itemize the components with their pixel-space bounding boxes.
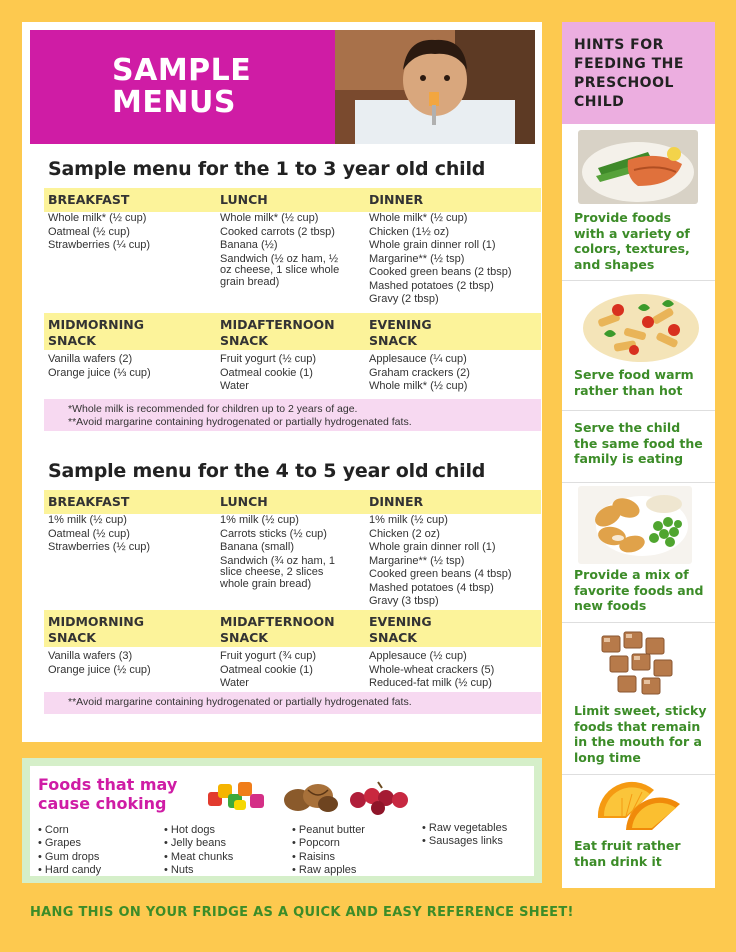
menu2-dinner-list [369,514,529,609]
tip-line: favorite foods and [574,582,704,598]
menu2-evening-list [369,650,534,691]
orange-slices-icon [592,778,684,836]
header-line: EVENING [369,317,432,332]
title-line: HINTS FOR [574,37,664,53]
divider [562,280,715,281]
tip-line: Serve food warm [574,367,694,382]
menu1-lunch-list [220,212,352,288]
list-item: Whole milk* (½ cup) [48,212,147,224]
chicken-nuggets-icon [578,486,692,564]
header-line: SNACK [220,333,268,348]
list-item: Water [220,677,249,689]
footnote: **Avoid margarine containing hydrogenated or partially hydrogenated fats. [68,696,412,708]
list-item: Strawberries (¼ cup) [48,239,151,251]
menu1-midafternoon-list [220,353,360,394]
banner [30,30,535,144]
divider [562,482,715,483]
menu1-midmorning-list [48,353,208,380]
list-item: Whole grain dinner roll (1) [369,541,496,553]
tip-3-text [574,420,714,467]
list-item: • Raisins [292,851,365,864]
banner-title [30,30,335,144]
list-item: • Raw vegetables [422,822,507,835]
list-item: Cooked carrots (2 tbsp) [220,225,335,238]
list-item: Applesauce (½ cup) [369,650,467,662]
tip-1-text [574,210,714,272]
menu2-midafternoon-list [220,650,360,691]
header-line: SNACK [220,630,268,645]
header-line: SNACK [48,630,96,645]
choking-list-4 [422,822,507,849]
tip-line: Eat fruit rather [574,838,681,853]
tip-2-text [574,367,714,398]
list-item: 1% milk (½ cup) [48,514,127,526]
grapes-icon [348,778,412,821]
header-line: MIDAFTERNOON [220,614,335,629]
list-item: Carrots sticks (½ cup) [220,527,327,540]
list-item: • Hot dogs [164,824,233,837]
header-line: SNACK [369,333,417,348]
menu2-midmorning-list [48,650,208,677]
list-item: Whole grain dinner roll (1) [369,239,496,251]
list-item: • Hard candy [38,864,101,877]
list-item: Gravy (2 tbsp) [369,293,439,305]
header-line: SNACK [369,630,417,645]
list-item: Applesauce (¼ cup) [369,353,467,365]
tip-line: in the mouth for a [574,734,702,749]
gummy-candy-icon [206,778,270,819]
menu2-lunch-header: LUNCH [220,494,268,509]
choking-list-1 [38,824,101,877]
footnote: **Avoid margarine containing hydrogenated or partially hydrogenated fats. [68,416,412,428]
menu2-lunch-list [220,514,352,590]
menu2-heading: Sample menu for the 4 to 5 year old child [48,460,486,482]
list-item: Gravy (3 tbsp) [369,595,439,607]
pasta-salad-icon [578,286,704,366]
salmon-plate-icon [578,130,698,204]
list-item: Mashed potatoes (4 tbsp) [369,581,494,594]
tip-6-text [574,838,714,869]
title-line: PRESCHOOL [574,75,674,91]
choking-list-3 [292,824,365,877]
sidebar-title [562,22,715,124]
title-line: FEEDING THE [574,56,684,72]
list-item: • Gum drops [38,851,101,864]
list-item: Fruit yogurt (½ cup) [220,353,316,365]
list-item: • Corn [38,824,101,837]
list-item: • Jelly beans [164,837,233,850]
header-line: MIDMORNING [48,614,144,629]
list-item: Sandwich (¾ oz ham, 1 slice cheese, 2 slices whole grain bread) [220,554,335,590]
header-line: MIDAFTERNOON [220,317,335,332]
tip-line: Provide a mix of [574,567,689,582]
divider [562,410,715,411]
menu2-notes [44,692,541,714]
child-eating-photo [335,30,535,144]
tip-line: Provide foods [574,210,672,225]
choking-hazards-box [22,758,542,883]
list-item: Whole milk* (½ cup) [220,212,319,224]
list-item: Margarine** (½ tsp) [369,554,465,567]
menu1-breakfast-header: BREAKFAST [48,192,130,207]
tip-line: foods that remain [574,718,701,734]
list-item: Vanilla wafers (3) [48,650,133,662]
choking-list-2 [164,824,233,877]
list-item: • Popcorn [292,837,365,850]
list-item: Orange juice (½ cup) [48,663,151,676]
list-item: Vanilla wafers (2) [48,353,133,365]
header-line: SNACK [48,333,96,348]
tip-5-text [574,703,714,765]
footer-banner: HANG THIS ON YOUR FRIDGE AS A QUICK AND EASY REFERENCE SHEET! [30,905,574,920]
list-item: Whole-wheat crackers (5) [369,663,495,676]
list-item: Oatmeal (½ cup) [48,527,130,540]
list-item: Sandwich (½ oz ham, ½ oz cheese, 1 slice whole grain bread) [220,252,340,288]
list-item: Margarine** (½ tsp) [369,252,465,265]
list-item: Oatmeal cookie (1) [220,366,313,379]
menu2-breakfast-header: BREAKFAST [48,494,130,509]
header-line: EVENING [369,614,432,629]
choking-title [38,775,177,813]
menu1-dinner-list [369,212,529,307]
tip-line: than drink it [574,853,662,869]
choking-hazards-inner [30,766,534,876]
tip-line: the same food the [574,435,703,451]
menu2-breakfast-list [48,514,208,555]
menu1-evening-header [369,317,432,349]
hints-sidebar [562,22,715,888]
menu1-heading: Sample menu for the 1 to 3 year old child [48,158,486,180]
list-item: Graham crackers (2) [369,366,470,379]
list-item: Strawberries (½ cup) [48,541,151,553]
list-item: Mashed potatoes (2 tbsp) [369,279,494,292]
list-item: Banana (small) [220,541,294,553]
list-item: • Nuts [164,864,233,877]
header-line: MIDMORNING [48,317,144,332]
list-item: 1% milk (½ cup) [369,514,448,526]
menu1-midafternoon-header [220,317,335,349]
list-item: Fruit yogurt (¾ cup) [220,650,316,662]
list-item: Water [220,380,249,392]
menu-panel [22,22,542,742]
menu1-meal-header-row [44,188,541,212]
list-item: Chicken (2 oz) [369,527,440,540]
banner-line-1: SAMPLE [112,53,252,88]
tip-line: Limit sweet, sticky [574,703,707,718]
menu1-snack-header-row [44,313,541,350]
menu2-midmorning-header [48,614,144,646]
tip-line: family is eating [574,451,684,466]
menu1-notes [44,399,541,431]
list-item: 1% milk (½ cup) [220,514,299,526]
menu1-lunch-header: LUNCH [220,192,268,207]
list-item: • Sausages links [422,835,507,848]
walnuts-icon [282,780,340,819]
list-item: Whole milk* (½ cup) [369,380,468,392]
tip-line: new foods [574,598,647,613]
list-item: Orange juice (⅓ cup) [48,366,151,379]
list-item: Oatmeal (½ cup) [48,225,130,238]
tip-line: long time [574,749,641,765]
list-item: Oatmeal cookie (1) [220,663,313,676]
menu2-meal-header-row [44,490,541,514]
caramels-icon [596,628,680,700]
menu1-midmorning-header [48,317,144,349]
menu1-breakfast-list [48,212,208,253]
footnote: *Whole milk is recommended for children up to 2 years of age. [68,403,358,415]
title-line: CHILD [574,94,625,110]
menu2-midafternoon-header [220,614,335,646]
tip-line: rather than hot [574,382,683,398]
list-item: Reduced-fat milk (½ cup) [369,677,492,689]
list-item: Cooked green beans (4 tbsp) [369,568,512,580]
menu2-evening-header [369,614,432,646]
menu1-dinner-header: DINNER [369,192,424,207]
title-line: cause choking [38,794,167,813]
list-item: • Raw apples [292,864,365,877]
tip-line: colors, textures, [574,241,690,256]
list-item: Cooked green beans (2 tbsp) [369,266,512,278]
list-item: • Peanut butter [292,824,365,837]
list-item: Banana (½) [220,239,278,251]
title-line: Foods that may [38,775,178,794]
list-item: Whole milk* (½ cup) [369,212,468,224]
tip-line: Serve the child [574,420,681,435]
divider [562,622,715,623]
banner-line-2: MENUS [112,85,236,120]
menu1-evening-list [369,353,529,394]
tip-line: with a variety of [574,225,690,241]
menu2-snack-header-row [44,610,541,647]
divider [562,774,715,775]
list-item: • Grapes [38,837,101,850]
menu2-dinner-header: DINNER [369,494,424,509]
list-item: Chicken (1½ oz) [369,225,450,238]
list-item: • Meat chunks [164,851,233,864]
tip-line: and shapes [574,256,655,272]
tip-4-text [574,567,714,614]
